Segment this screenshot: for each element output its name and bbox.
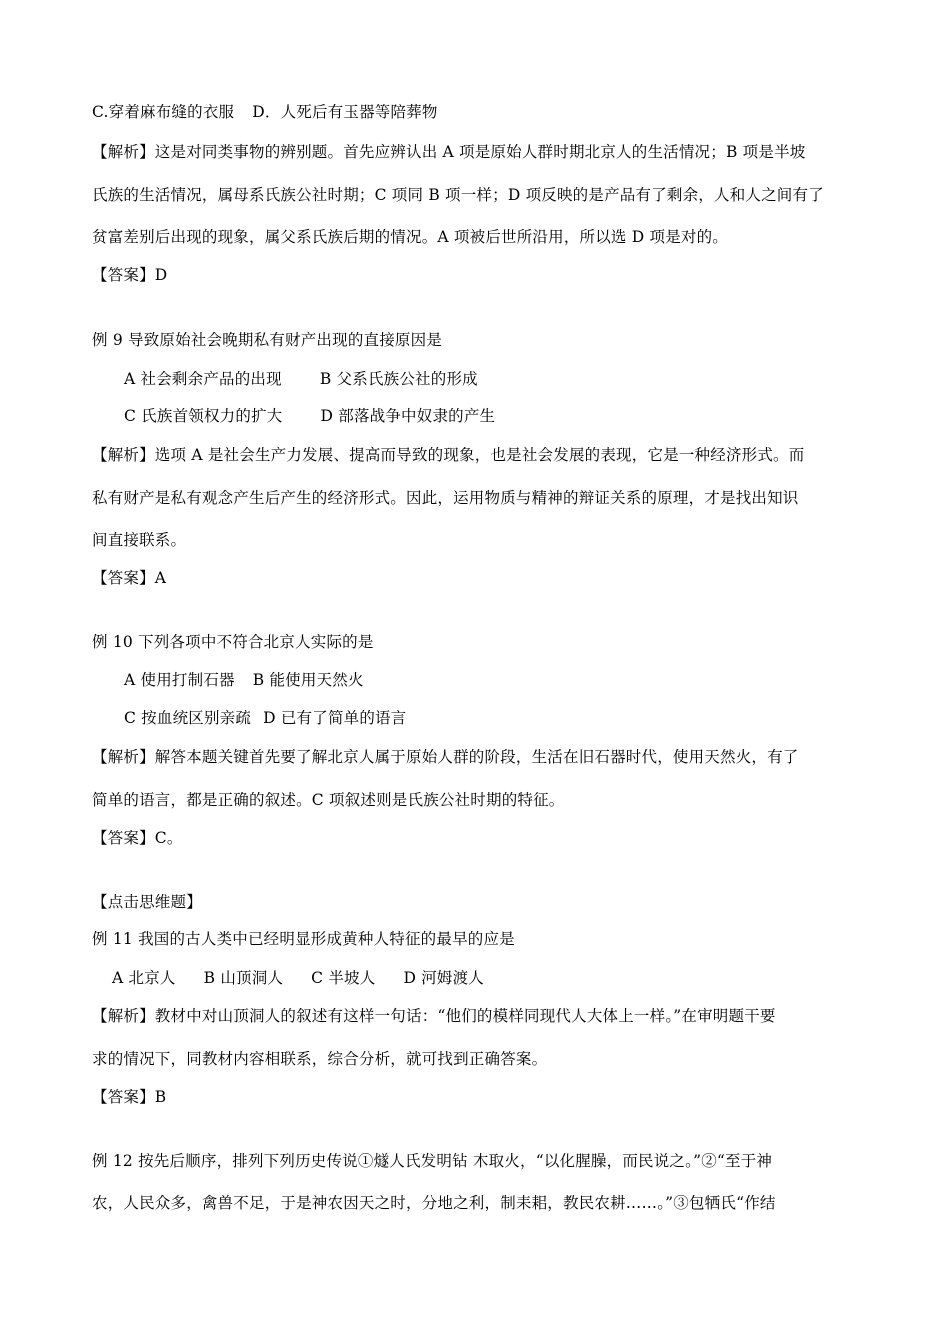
analysis-line: 【解析】教材中对山顶洞人的叙述有这样一句话：“他们的模样同现代人大体上一样。”在审明题干要 [92, 1007, 776, 1025]
option-line-abcd [112, 968, 882, 988]
analysis-line: 贫富差别后出现的现象，属父系氏族后期的情况。A 项被后世所沿用，所以选 D 项是对的。 [92, 228, 729, 246]
analysis-line: 【解析】选项 A 是社会生产力发展、提高而导致的现象，也是社会发展的表现，它是一种经济形式。而 [92, 446, 805, 464]
option-b: B 山顶洞人 [203, 969, 284, 987]
analysis-line: 氏族的生活情况，属母系氏族公社时期；C 项同 B 项一样；D 项反映的是产品有了剩余，人和人之间有了 [92, 186, 824, 204]
question: 例 11 我国的古人类中已经明显形成黄种人特征的最早的应是 [92, 930, 515, 948]
option-a: A 社会剩余产品的出现 [124, 370, 282, 388]
option-b: B 父系氏族公社的形成 [319, 370, 478, 388]
question: 例 10 下列各项中不符合北京人实际的是 [92, 633, 374, 651]
option-c: C 氏族首领权力的扩大 [124, 407, 283, 425]
section-heading: 【点击思维题】 [92, 893, 202, 911]
option-line-cd [124, 708, 894, 728]
option-b: B 能使用天然火 [252, 671, 364, 689]
analysis-line: 间直接联系。 [92, 531, 187, 549]
analysis-line: 私有财产是私有观念产生后产生的经济形式。因此，运用物质与精神的辩证关系的原理，才是找出知识 [92, 489, 799, 507]
question-line: 农，人民众多，禽兽不足，于是神农因天之时，分地之利，制耒耜，教民农耕……。”③包牺氏“作结 [92, 1194, 776, 1212]
option-d: D 已有了简单的语言 [263, 709, 407, 727]
question: 例 9 导致原始社会晚期私有财产出现的直接原因是 [92, 331, 443, 349]
answer: 【答案】B [92, 1088, 167, 1106]
answer: 【答案】D [92, 266, 168, 284]
answer: 【答案】A [92, 569, 167, 587]
option-d: D．人死后有玉器等陪葬物 [252, 103, 438, 121]
option-line-cd [124, 406, 894, 426]
option-d: D 河姆渡人 [403, 969, 485, 987]
option-c: C 按血统区别亲疏 [124, 709, 252, 727]
question-line: 例 12 按先后顺序，排列下列历史传说①燧人氏发明钻 木取火，“以化腥臊，而民说之。”②“至于神 [92, 1152, 773, 1170]
analysis-line: 【解析】解答本题关键首先要了解北京人属于原始人群的阶段，生活在旧石器时代，使用天然火，有了 [92, 748, 799, 766]
answer: 【答案】C。 [92, 829, 183, 847]
option-a: A 使用打制石器 [124, 671, 235, 689]
analysis-line: 简单的语言，都是正确的叙述。C 项叙述则是氏族公社时期的特征。 [92, 791, 565, 809]
analysis-line: 求的情况下，同教材内容相联系，综合分析，就可找到正确答案。 [92, 1050, 548, 1068]
analysis-line: 【解析】这是对同类事物的辨别题。首先应辨认出 A 项是原始人群时期北京人的生活情况；B 项是半坡 [92, 143, 806, 161]
option-line-cd [92, 102, 862, 122]
option-line-ab [124, 369, 894, 389]
option-c: C 半坡人 [311, 969, 376, 987]
option-line-ab [124, 670, 894, 690]
option-a: A 北京人 [112, 969, 176, 987]
option-c: C.穿着麻布缝的衣服 [92, 103, 235, 121]
option-d: D 部落战争中奴隶的产生 [320, 407, 496, 425]
